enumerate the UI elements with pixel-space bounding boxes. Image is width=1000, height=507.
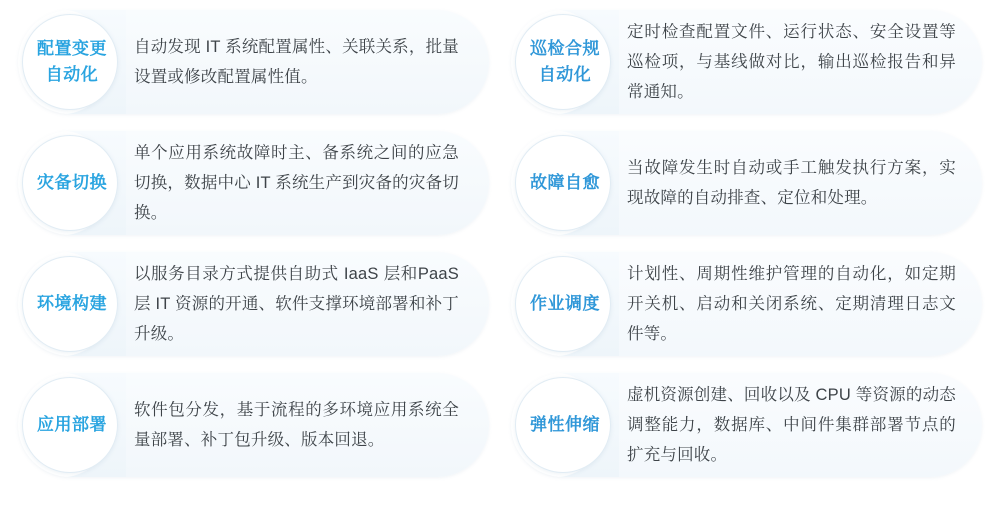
capability-card[interactable] [18, 131, 489, 235]
capability-column-left [18, 10, 489, 499]
capability-badge [511, 10, 619, 114]
capability-description-text: 软件包分发，基于流程的多环境应用系统全量部署、补丁包升级、版本回退。 [134, 401, 459, 449]
capability-title-line: 故障自愈 [530, 173, 600, 192]
capability-description [619, 373, 982, 477]
capability-title [519, 170, 611, 196]
capability-description-text: 定时检查配置文件、运行状态、安全设置等巡检项，与基线做对比，输出巡检报告和异常通知。 [627, 23, 956, 101]
capability-description-text: 虚机资源创建、回收以及 CPU 等资源的动态调整能力，数据库、中间件集群部署节点的扩充与回收。 [627, 386, 956, 464]
capability-title [26, 412, 118, 438]
capability-description-text: 以服务目录方式提供自助式 IaaS 层和PaaS 层 IT 资源的开通、软件支撑环境部署和补丁升级。 [134, 265, 459, 343]
capability-title [519, 412, 611, 438]
capability-title-line: 应用部署 [37, 415, 107, 434]
capability-title-line: 自动化 [45, 65, 99, 84]
capability-badge [18, 373, 126, 477]
capability-title-line: 配置变更 [37, 39, 107, 58]
capability-description-text: 单个应用系统故障时主、备系统之间的应急切换，数据中心 IT 系统生产到灾备的灾备切换。 [134, 144, 459, 222]
capability-column-right [511, 10, 982, 499]
capability-title [26, 36, 118, 88]
capability-description [126, 373, 489, 477]
capability-badge [18, 10, 126, 114]
capability-description [126, 10, 489, 114]
capability-badge [18, 252, 126, 356]
capability-description [126, 131, 489, 235]
capability-badge [511, 373, 619, 477]
capability-title-line: 灾备切换 [37, 173, 107, 192]
capability-title [519, 36, 611, 88]
capability-badge [511, 252, 619, 356]
capability-card[interactable] [511, 10, 982, 114]
capability-card[interactable] [18, 373, 489, 477]
capability-title-line: 弹性伸缩 [530, 415, 600, 434]
capability-title-line: 巡检合规 [530, 39, 600, 58]
capability-badge [18, 131, 126, 235]
capability-title-line: 作业调度 [530, 294, 600, 313]
capability-grid [18, 10, 982, 499]
capability-description [126, 252, 489, 356]
capability-description [619, 10, 982, 114]
capability-title-line: 环境构建 [37, 294, 107, 313]
capability-card[interactable] [18, 10, 489, 114]
capability-title-line: 自动化 [538, 65, 592, 84]
capability-badge [511, 131, 619, 235]
capability-description-text: 计划性、周期性维护管理的自动化，如定期开关机、启动和关闭系统、定期清理日志文件等。 [627, 265, 956, 343]
capability-card[interactable] [511, 373, 982, 477]
capability-description [619, 131, 982, 235]
capability-card[interactable] [511, 252, 982, 356]
capability-card[interactable] [18, 252, 489, 356]
capability-description-text: 当故障发生时自动或手工触发执行方案，实现故障的自动排查、定位和处理。 [627, 159, 956, 207]
capability-description [619, 252, 982, 356]
capability-card[interactable] [511, 131, 982, 235]
capability-description-text: 自动发现 IT 系统配置属性、关联关系，批量设置或修改配置属性值。 [134, 38, 459, 86]
capability-title [519, 291, 611, 317]
capability-title [26, 170, 118, 196]
capability-title [26, 291, 118, 317]
